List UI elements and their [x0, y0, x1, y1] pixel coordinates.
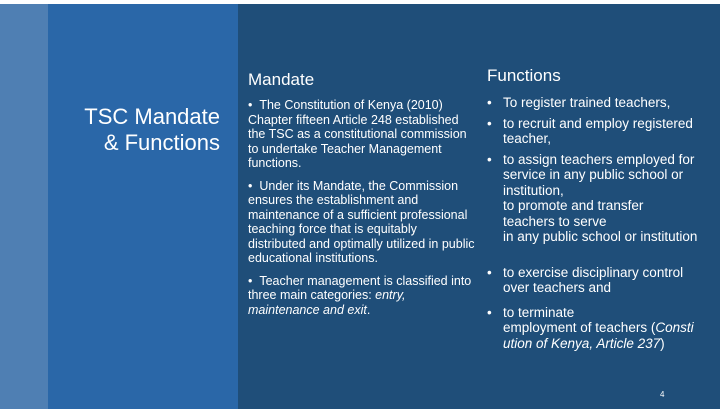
title-line-1: TSC Mandate: [84, 104, 220, 129]
function-item: • to exercise disciplinary control over teachers and: [487, 264, 684, 295]
mandate-paragraph-3: • Teacher management is classified into three main categories: entry, maintenance and exit.: [248, 273, 472, 317]
title-panel: [48, 4, 238, 409]
slide: [0, 4, 720, 409]
function-item: • to terminate employment of teachers (Consti ution of Kenya, Article 237): [487, 304, 694, 351]
title-line-2: & Functions: [103, 130, 220, 155]
function-item: • To register trained teachers,: [487, 95, 671, 110]
function-item: • to recruit and employ registered teacher,: [487, 115, 693, 146]
page-number: 4: [660, 390, 665, 399]
bullet-icon: •: [248, 273, 253, 288]
mandate-paragraph-2: • Under its Mandate, the Commission ensures the establishment and maintenance of a sufficient professional teaching force that is equitably distributed and optimally utilized in public educational institutions.: [248, 178, 475, 265]
mandate-column: [248, 70, 476, 325]
slide-title: [60, 104, 220, 156]
mandate-heading: Mandate: [248, 70, 315, 89]
bullet-icon: •: [487, 115, 492, 131]
bullet-icon: •: [248, 178, 253, 193]
functions-column: [487, 66, 720, 351]
function-item: • to assign teachers employed for service in any public school or institution, to promote and transfer teachers to serve in any public school or institution: [487, 151, 698, 244]
bullet-icon: •: [487, 304, 492, 320]
functions-heading: Functions: [487, 66, 561, 85]
mandate-paragraph-1: • The Constitution of Kenya (2010) Chapter fifteen Article 248 established the TSC as a constitutional commission to undertake Teacher Management functions.: [248, 98, 467, 170]
bullet-icon: •: [487, 151, 492, 167]
bullet-icon: •: [248, 98, 253, 112]
left-accent-strip: [0, 4, 48, 409]
bullet-icon: •: [487, 264, 492, 280]
bullet-icon: •: [487, 95, 492, 110]
